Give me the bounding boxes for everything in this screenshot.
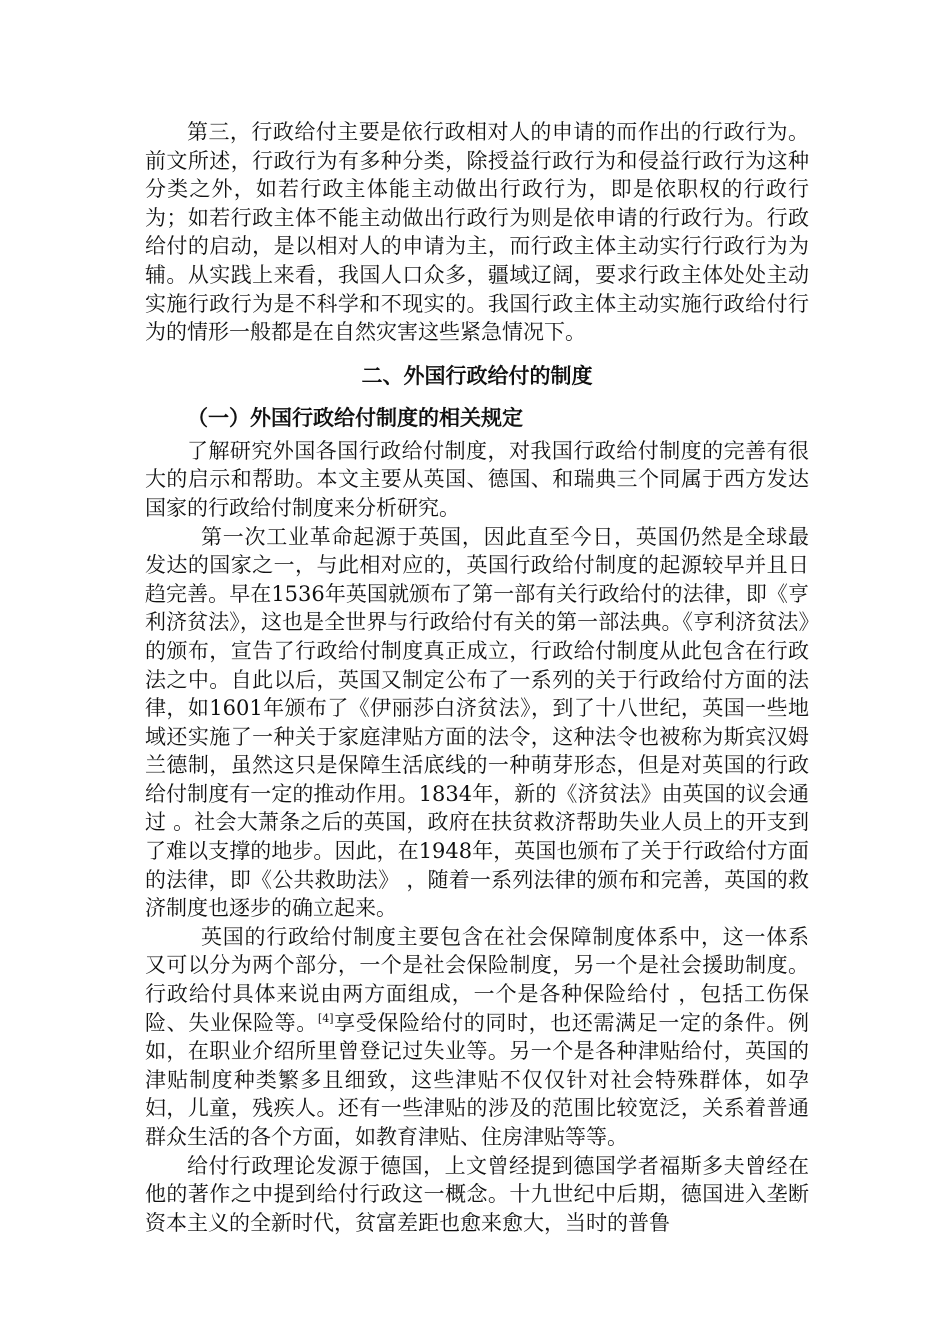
body-paragraph-2: 了解研究外国各国行政给付制度，对我国行政给付制度的完善有很大的启示和帮助。本文主要从英国、德国、和瑞典三个同属于西方发达国家的行政给付制度来分析研究。 <box>145 438 809 520</box>
subsection-heading: （一）外国行政给付制度的相关规定 <box>187 405 523 430</box>
section-heading: 二、外国行政给付的制度 <box>361 363 593 388</box>
body-paragraph-1: 第三，行政给付主要是依行政相对人的申请的而作出的行政行为。前文所述，行政行为有多种分类，除授益行政行为和侵益行政行为这种分类之外，如若行政主体能主动做出行政行为，即是依职权的行政行为；如若行政主体不能主动做出行政行为则是依申请的行政行为。行政给付的启动，是以相对人的申请为主，而行政主体主动实行行政行为为辅。从实践上来看，我国人口众多，疆域辽阔，要求行政主体处处主动实施行政行为是不科学和不现实的。我国行政主体主动实施行政给付行为的情形一般都是在自然灾害这些紧急情况下。 <box>145 120 809 345</box>
document-page <box>145 118 809 1237</box>
body-paragraph-5: 给付行政理论发源于德国，上文曾经提到德国学者福斯多夫曾经在他的著作之中提到给付行政这一概念。十九世纪中后期，德国进入垄断资本主义的全新时代，贫富差距也愈来愈大，当时的普鲁 <box>145 1153 809 1235</box>
body-paragraph-3: 第一次工业革命起源于英国，因此直至今日，英国仍然是全球最发达的国家之一，与此相对应的，英国行政给付制度的起源较早并且日趋完善。早在1536年英国就颁布了第一部有关行政给付的法律，即《亨利济贫法》，这也是全世界与行政给付有关的第一部法典。《亨利济贫法》的颁布，宣告了行政给付制度真正成立，行政给付制度从此包含在行政法之中。自此以后，英国又制定公布了一系列的关于行政给付方面的法律，如1601年颁布了《伊丽莎白济贫法》，到了十八世纪，英国一些地域还实施了一种关于家庭津贴方面的法令，这种法令也被称为斯宾汉姆兰德制，虽然这只是保障生活底线的一种萌芽形态，但是对英国的行政给付制度有一定的推动作用。1834年，新的《济贫法》由英国的议会通过 。社会大萧条之后的英国，政府在扶贫救济帮助失业人员上的开支到了难以支撑的地步。因此，在1948年，英国也颁布了关于行政给付方面的法律，即《公共救助法》 ，随着一系列法律的颁布和完善，英国的救济制度也逐步的确立起来。 <box>145 524 809 921</box>
paragraph-4-part-b: 享受保险给付的同时，也还需满足一定的条件。例如，在职业介绍所里曾登记过失业等。另一个是各种津贴给付，英国的津贴制度种类繁多且细致，这些津贴不仅仅针对社会特殊群体，如孕妇，儿童，残疾人。还有一些津贴的涉及的范围比较宽泛，关系着普通群众生活的各个方面，如教育津贴、住房津贴等等。 <box>145 1010 810 1149</box>
paragraph-4-part-a: 英国的行政给付制度主要包含在社会保障制度体系中，这一体系又可以分为两个部分，一个是社会保险制度，另一个是社会援助制度。行政给付具体来说由两方面组成，一个是各种保险给付 ，包括工伤保险、失业保险等。 <box>145 924 809 1035</box>
body-paragraph-4 <box>145 923 809 1152</box>
citation-reference: [4] <box>317 1011 334 1025</box>
